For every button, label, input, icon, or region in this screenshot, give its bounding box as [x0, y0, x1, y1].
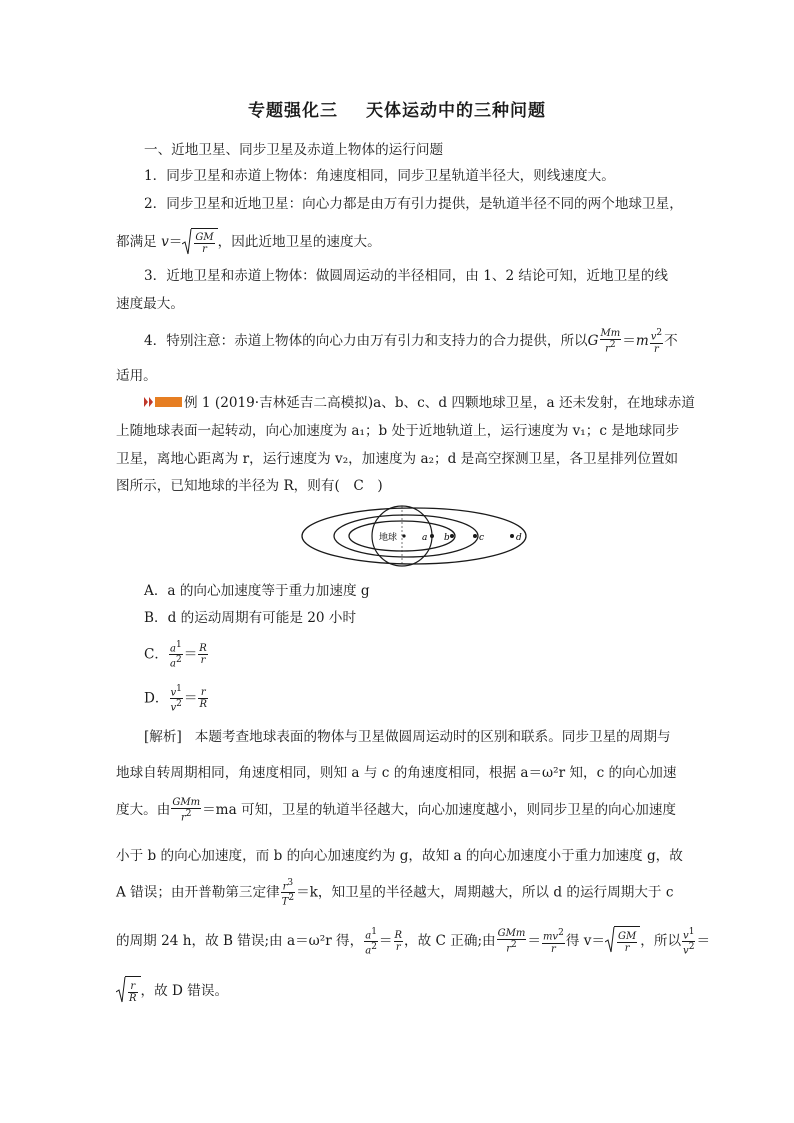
example-line3: 卫星，离地心距离为 r，运行速度为 v₂，加速度为 a₂；d 是高空探测卫星，各卫星排列位置如: [116, 451, 679, 467]
analysis-line6: 的周期 24 h，故 B 错误;由 a＝ω²r 得， $\frac{a^1}{a^2}$ ＝ $\frac{R}{r}$ ，故 C 正确;由 $\frac{\text{GMm}}{r^2}$ ＝ $\frac{mv^2}{r}$ 得 v＝ $\frac{GM}{r}$ ，所以 $\frac{v^1}{v^2}$ ＝: [116, 926, 711, 957]
analysis-line3: 度大。由 $\frac{\text{GMm}}{r^2}$ ＝ma 可知，卫星的轨道半径越大，向心加速度越小，则同步卫星的向心加速度: [116, 797, 677, 824]
satellite-c-dot: [473, 534, 477, 538]
label-c: c: [479, 533, 485, 543]
example-line2: 上随地球表面一起转动，向心加速度为 a₁；b 处于近地轨道上，运行速度为 v₁；c 是地球同步: [116, 423, 680, 439]
item-2-prefix: 都满足: [116, 234, 157, 250]
analysis-line5: A 错误；由开普勒第三定律 $\frac{r^3}{T^2}$ ＝k，知卫星的半径越大，周期越大，所以 d 的运行周期大于 c: [116, 878, 674, 908]
analysis-tag: [解析]: [144, 729, 182, 745]
analysis-line1: [解析] 本题考查地球表面的物体与卫星做圆周运动时的区别和联系。同步卫星的周期与: [144, 729, 671, 745]
orbit-diagram: [300, 505, 540, 569]
example-badge-icon: [144, 394, 184, 414]
example-line4: 图所示，已知地球的半径为 R，则有( C ): [116, 478, 383, 494]
item-1: 1．同步卫星和赤道上物体：角速度相同，同步卫星轨道半径大，则线速度大。: [144, 168, 615, 184]
page-title: [0, 96, 794, 121]
orbit-d: [302, 508, 526, 564]
satellite-d-dot: [510, 534, 514, 538]
sqrt-gm-over-r-2: $\frac{GM}{r}$: [605, 926, 640, 957]
earth-label: 地球: [379, 533, 398, 543]
option-d: D． $\frac{v^1}{v^2}$ ＝ $\frac{r}{R}$: [144, 684, 208, 714]
satellite-b-dot: [450, 534, 454, 538]
item-4-suffix: 不: [664, 333, 678, 349]
title-part1: 专题强化三: [248, 101, 338, 121]
item-2-line2: 都满足 v＝ $\frac{GM}{r}$ ，因此近地卫星的速度大。: [116, 228, 381, 257]
satellite-a-dot: [430, 534, 434, 538]
analysis-line2: 地球自转周期相同，角速度相同，则知 a 与 c 的角速度相同，根据 a＝ω²r 知，c 的向心加速: [116, 765, 677, 781]
section-heading: 一、近地卫星、同步卫星及赤道上物体的运行问题: [144, 142, 444, 158]
item-2-suffix: ，因此近地卫星的速度大。: [217, 234, 381, 250]
earth-center: [402, 534, 405, 537]
option-b: B．d 的运动周期有可能是 20 小时: [144, 610, 357, 626]
item-4-prefix: 4．特别注意：赤道上物体的向心力由万有引力和支持力的合力提供，所以: [144, 333, 588, 349]
item-3-line2: 速度最大。: [116, 296, 184, 312]
title-part2: 天体运动中的三种问题: [366, 101, 546, 121]
label-d: d: [516, 533, 522, 543]
item-4-line2: 适用。: [116, 368, 157, 384]
sqrt-r-over-R: $\frac{r}{R}$: [116, 976, 141, 1007]
item-4-line1: 4．特别注意：赤道上物体的向心力由万有引力和支持力的合力提供，所以G $\frac{Mm}{r^2}$ ＝m $\frac{v^2}{r}$ 不: [144, 328, 678, 355]
item-2-line1: 2．同步卫星和近地卫星：向心力都是由万有引力提供，是轨道半径不同的两个地球卫星，: [144, 196, 683, 212]
sqrt-gm-over-r: $\frac{GM}{r}$: [182, 228, 217, 257]
analysis-line4: 小于 b 的向心加速度，而 b 的向心加速度约为 g，故知 a 的向心加速度小于重力加速度 g，故: [116, 848, 683, 864]
option-a: A．a 的向心加速度等于重力加速度 g: [144, 583, 370, 599]
analysis-line7: $\frac{r}{R}$ ，故 D 错误。: [116, 976, 228, 1007]
label-b: b: [444, 533, 450, 543]
option-c: C． $\frac{a^1}{a^2}$ ＝ $\frac{R}{r}$: [144, 640, 207, 670]
item-3-line1: 3．近地卫星和赤道上物体：做圆周运动的半径相同，由 1、2 结论可知，近地卫星的线: [144, 268, 668, 284]
label-a: a: [422, 533, 428, 543]
example-line1: 例 1 (2019·吉林延吉二高模拟)a、b、c、d 四颗地球卫星，a 还未发射，在地球赤道: [144, 393, 695, 414]
